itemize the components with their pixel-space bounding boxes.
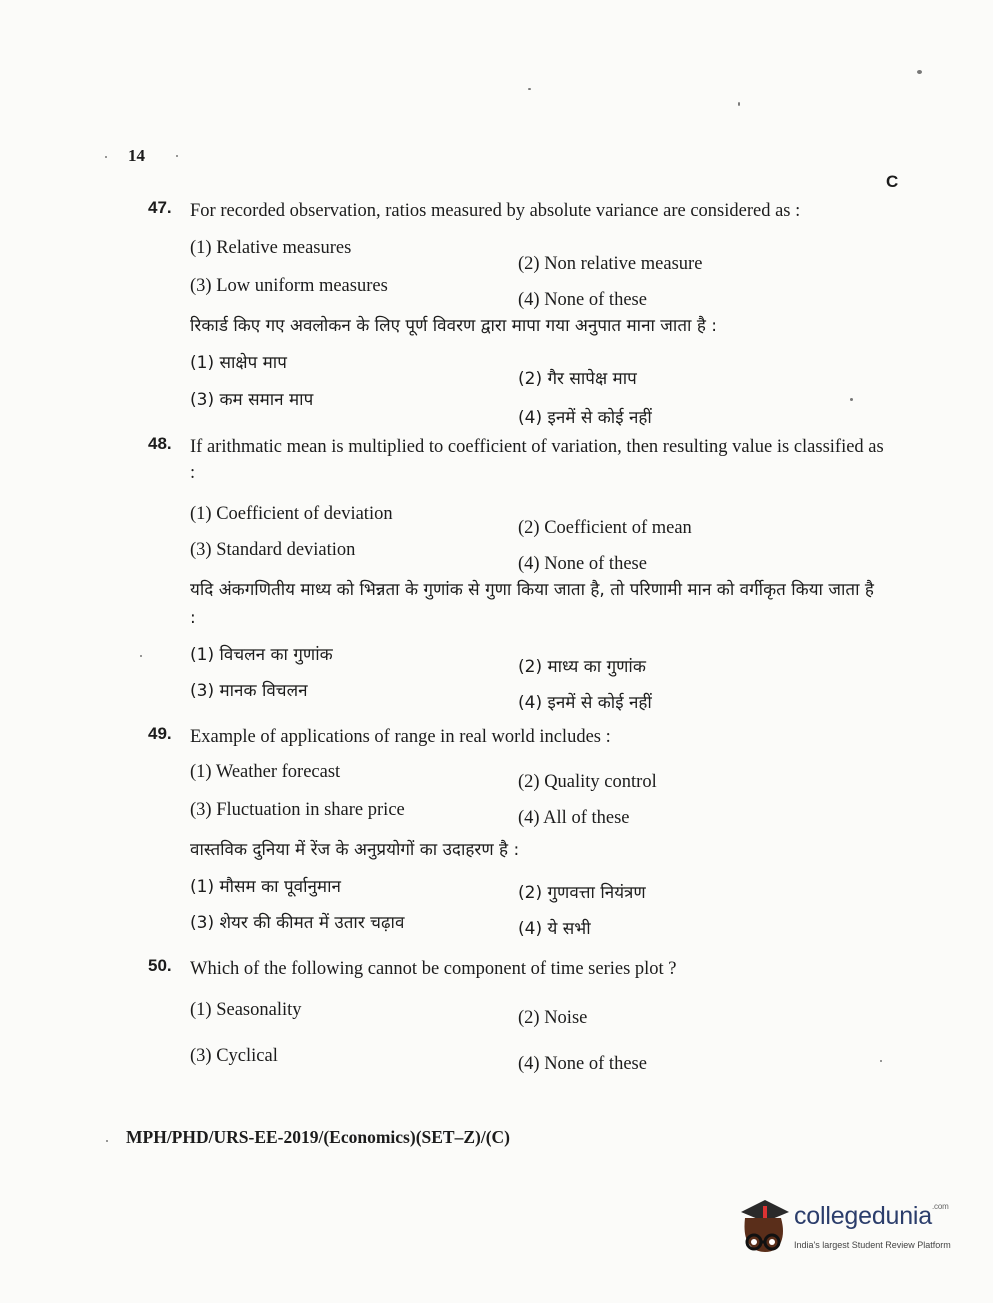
collegedunia-watermark [735, 1196, 965, 1266]
option-2-en: (2) Coefficient of mean [518, 518, 692, 538]
question-number: 47. [148, 198, 172, 217]
question-text-en: If arithmatic mean is multiplied to coefficient of variation, then resulting value is classified as : [190, 437, 884, 483]
scan-speck [880, 1060, 882, 1062]
option-1-hi: (1) साक्षेप माप [190, 353, 287, 373]
student-mascot-icon [735, 1196, 791, 1258]
scan-speck [106, 1140, 108, 1142]
scan-speck [140, 655, 142, 657]
option-3-hi: (3) शेयर की कीमत में उतार चढ़ाव [190, 913, 405, 933]
question-number: 49. [148, 724, 172, 743]
scan-speck [528, 88, 531, 90]
page-number: 14 [128, 146, 145, 165]
question-text-hi: यदि अंकगणितीय माध्य को भिन्नता के गुणांक से गुणा किया जाता है, तो परिणामी मान को वर्गीकृत किया जाता है : [190, 580, 874, 628]
option-2-en: (2) Quality control [518, 772, 657, 792]
option-3-en: (3) Cyclical [190, 1046, 278, 1066]
scan-speck [917, 70, 922, 74]
option-2-en: (2) Noise [518, 1008, 588, 1028]
option-3-en: (3) Fluctuation in share price [190, 800, 405, 820]
option-4-en: (4) None of these [518, 1054, 647, 1074]
option-4-hi: (4) इनमें से कोई नहीं [518, 408, 652, 428]
option-4-en: (4) All of these [518, 808, 630, 828]
question-text-en: For recorded observation, ratios measured by absolute variance are considered as : [190, 201, 801, 221]
option-1-en: (1) Relative measures [190, 238, 352, 258]
scan-speck [738, 102, 740, 106]
option-3-en: (3) Low uniform measures [190, 276, 388, 296]
option-4-hi: (4) इनमें से कोई नहीं [518, 693, 652, 713]
option-4-hi: (4) ये सभी [518, 919, 591, 939]
option-3-hi: (3) मानक विचलन [190, 681, 308, 701]
option-1-en: (1) Coefficient of deviation [190, 504, 393, 524]
scan-speck [105, 156, 107, 158]
option-1-hi: (1) विचलन का गुणांक [190, 645, 333, 665]
option-3-hi: (3) कम समान माप [190, 390, 314, 410]
paper-code: MPH/PHD/URS-EE-2019/(Economics)(SET–Z)/(C) [126, 1127, 511, 1147]
question-text-en: Which of the following cannot be component of time series plot ? [190, 959, 677, 979]
option-1-en: (1) Weather forecast [190, 762, 341, 782]
option-4-en: (4) None of these [518, 554, 647, 574]
option-1-hi: (1) मौसम का पूर्वानुमान [190, 877, 341, 897]
question-text-hi: रिकार्ड किए गए अवलोकन के लिए पूर्ण विवरण द्वारा मापा गया अनुपात माना जाता है : [190, 316, 717, 336]
question-text-en: Example of applications of range in real world includes : [190, 727, 611, 747]
option-4-en: (4) None of these [518, 290, 647, 310]
brand-tagline: India's largest Student Review Platform [794, 1240, 951, 1250]
option-1-en: (1) Seasonality [190, 1000, 302, 1020]
option-2-en: (2) Non relative measure [518, 254, 703, 274]
option-2-hi: (2) माध्य का गुणांक [518, 657, 646, 677]
brand-name: collegedunia$^{.com}$ [794, 1202, 949, 1230]
option-3-en: (3) Standard deviation [190, 540, 356, 560]
question-text-hi: वास्तविक दुनिया में रेंज के अनुप्रयोगों का उदाहरण है : [190, 840, 520, 860]
option-2-hi: (2) गैर सापेक्ष माप [518, 369, 637, 389]
scan-speck [850, 398, 853, 401]
question-number: 48. [148, 434, 172, 453]
scan-speck [176, 155, 178, 157]
option-2-hi: (2) गुणवत्ता नियंत्रण [518, 883, 646, 903]
set-code: C [886, 172, 899, 191]
question-number: 50. [148, 956, 172, 975]
